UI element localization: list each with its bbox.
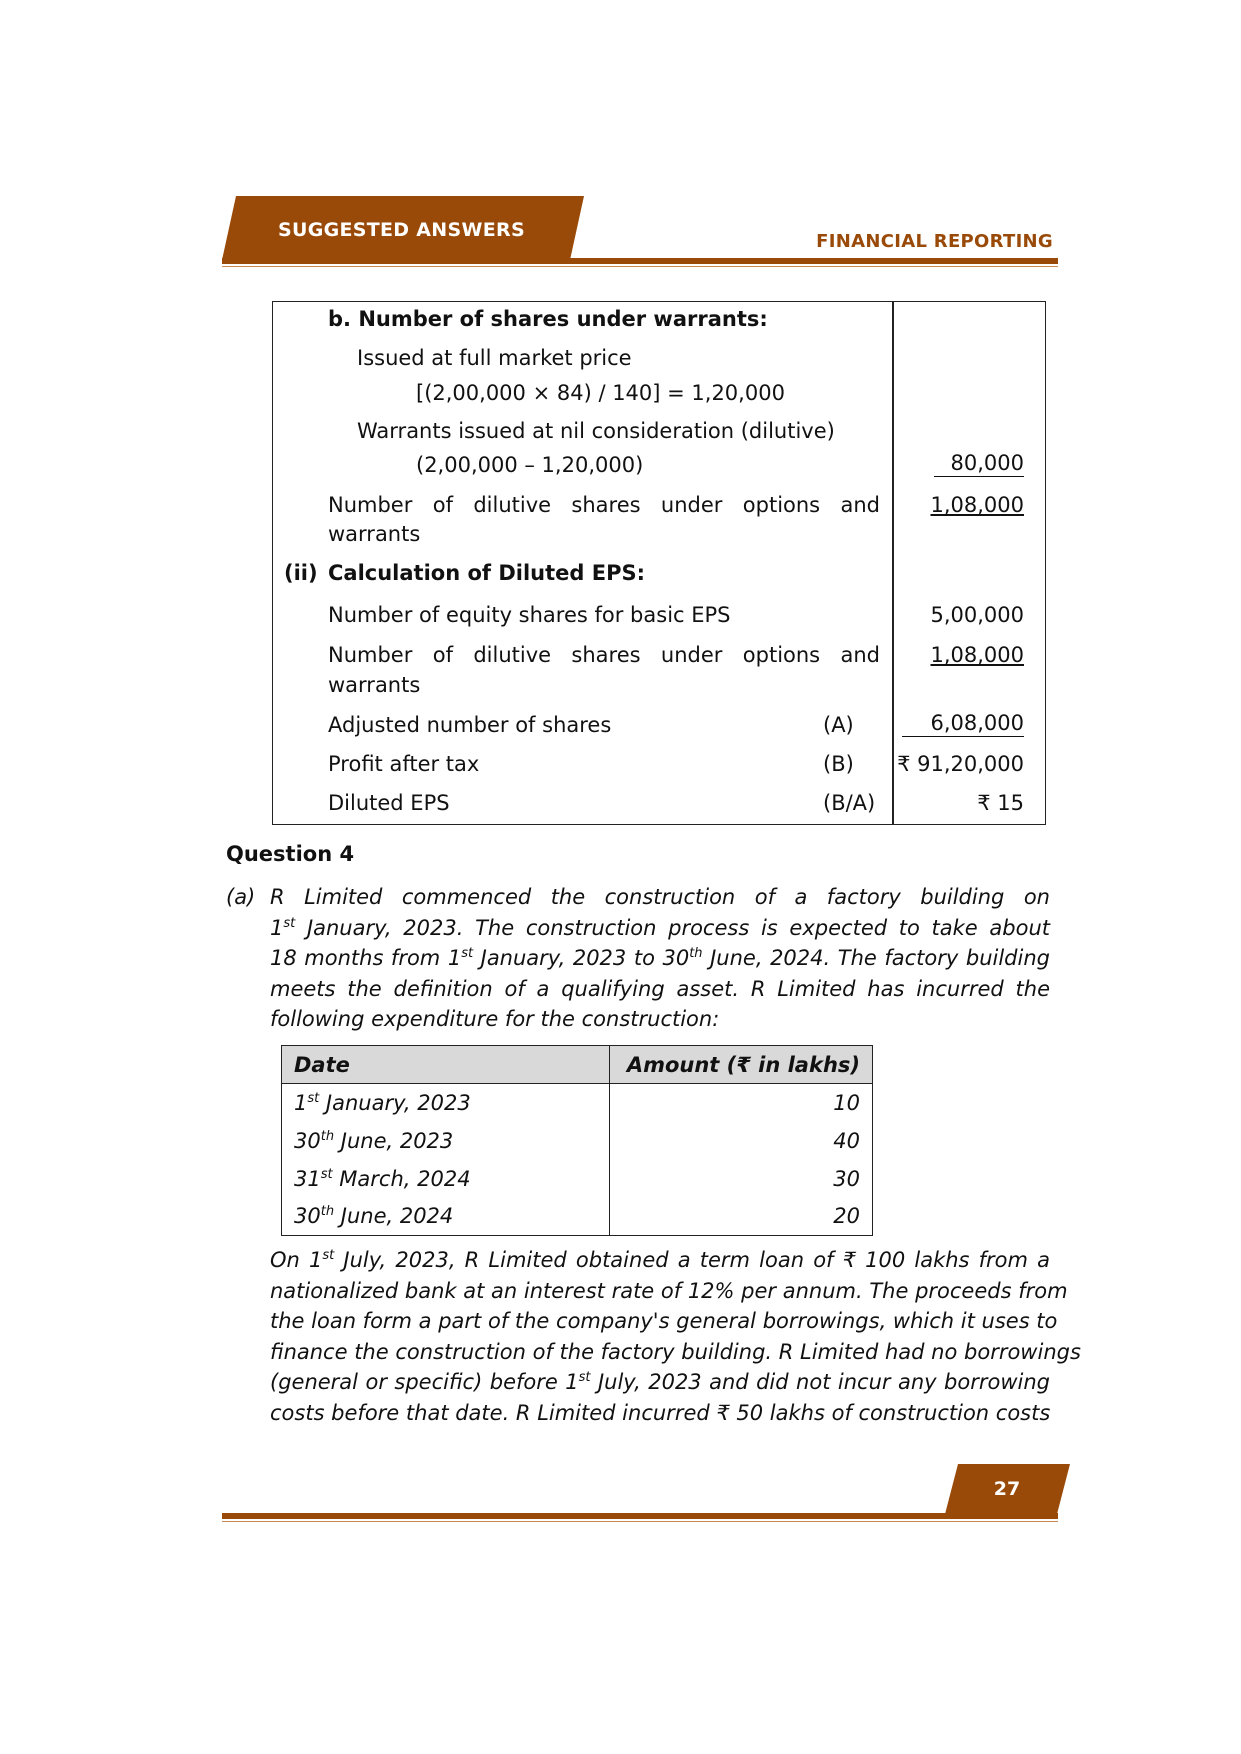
diluted-eps-ref: (B/A) — [823, 791, 876, 815]
page-number: 27 — [993, 1478, 1021, 1500]
adjusted-shares-ref: (A) — [823, 713, 854, 737]
amount-cell: 40 — [610, 1122, 873, 1160]
question-heading: Question 4 — [226, 842, 355, 866]
warrants-nil-label: Warrants issued at nil consideration (dilutive) — [357, 419, 835, 443]
intro-line: 1st January, 2023. The construction process is expected to take about — [270, 915, 1050, 940]
intro-line: meets the definition of a qualifying asset. R Limited has incurred the — [270, 976, 1050, 1001]
table-row — [282, 1198, 873, 1236]
date-cell: 30th June, 2024 — [282, 1198, 610, 1236]
ii-label: (ii) — [284, 561, 318, 585]
date-cell: 31st March, 2024 — [282, 1160, 610, 1198]
basic-eps-label: Number of equity shares for basic EPS — [328, 603, 731, 627]
loan-line: costs before that date. R Limited incurred ₹ 50 lakhs of construction costs — [270, 1400, 1051, 1425]
table-header-row — [282, 1046, 873, 1084]
amount-column-header: Amount (₹ in lakhs) — [610, 1046, 873, 1084]
issued-full-label: Issued at full market price — [357, 346, 632, 370]
diluted-eps-heading: Calculation of Diluted EPS: — [328, 561, 646, 585]
expenditure-table-body — [282, 1084, 873, 1236]
header-rule — [222, 258, 1058, 264]
profit-after-tax-label: Profit after tax — [328, 752, 480, 776]
table-row — [282, 1160, 873, 1198]
adjusted-shares-amount — [902, 711, 1024, 737]
date-cell: 1st January, 2023 — [282, 1084, 610, 1122]
warrants-amount — [934, 451, 1024, 477]
expenditure-table — [281, 1045, 873, 1236]
footer-rule-thin — [222, 1521, 1058, 1522]
diluted-eps-amount: ₹ 15 — [977, 791, 1024, 815]
warrants-heading: b. Number of shares under warrants: — [328, 307, 768, 331]
amount-cell: 30 — [610, 1160, 873, 1198]
header-left-label: SUGGESTED ANSWERS — [278, 219, 525, 241]
footer-rule — [222, 1513, 1058, 1519]
loan-line: finance the construction of the factory building. R Limited had no borrowings — [270, 1339, 1081, 1364]
dilutive2-label-line1: Number of dilutive shares under options and — [328, 643, 880, 667]
intro-line: R Limited commenced the construction of a factory building on — [270, 885, 1050, 909]
dilutive2-label-line2: warrants — [328, 673, 421, 697]
amount-cell: 10 — [610, 1084, 873, 1122]
basic-eps-amount: 5,00,000 — [930, 603, 1024, 627]
loan-line: nationalized bank at an interest rate of 12% per annum. The proceeds from — [270, 1278, 1068, 1303]
header-rule-thin — [222, 266, 1058, 267]
adjusted-shares-label: Adjusted number of shares — [328, 713, 612, 737]
date-column-header: Date — [282, 1046, 610, 1084]
dilutive-amount: 1,08,000 — [930, 493, 1024, 517]
loan-line: (general or specific) before 1st July, 2023 and did not incur any borrowing — [270, 1370, 1051, 1394]
profit-after-tax-ref: (B) — [823, 752, 854, 776]
header-right-label: FINANCIAL REPORTING — [816, 231, 1053, 252]
table-row — [282, 1122, 873, 1160]
warrants-amount-value: 80,000 — [934, 451, 1024, 477]
issued-formula: [(2,00,000 × 84) / 140] = 1,20,000 — [416, 381, 785, 405]
calc-column-divider — [892, 301, 894, 825]
adjusted-shares-value: 6,08,000 — [902, 711, 1024, 737]
amount-cell: 20 — [610, 1198, 873, 1236]
date-cell: 30th June, 2023 — [282, 1122, 610, 1160]
table-row — [282, 1084, 873, 1122]
loan-line: On 1st July, 2023, R Limited obtained a term loan of ₹ 100 lakhs from a — [270, 1248, 1051, 1272]
profit-after-tax-amount: ₹ 91,20,000 — [897, 752, 1024, 776]
dilutive2-amount: 1,08,000 — [930, 643, 1024, 667]
dilutive-label-line2: warrants — [328, 522, 421, 546]
part-label: (a) — [226, 885, 256, 909]
intro-line: 18 months from 1st January, 2023 to 30th June, 2024. The factory building — [270, 946, 1050, 970]
loan-line: the loan form a part of the company's general borrowings, which it uses to — [270, 1309, 1058, 1333]
diluted-eps-label: Diluted EPS — [328, 791, 450, 815]
dilutive-label-line1: Number of dilutive shares under options and — [328, 493, 880, 517]
intro-line: following expenditure for the construction: — [270, 1007, 720, 1031]
warrants-formula: (2,00,000 – 1,20,000) — [416, 453, 644, 477]
